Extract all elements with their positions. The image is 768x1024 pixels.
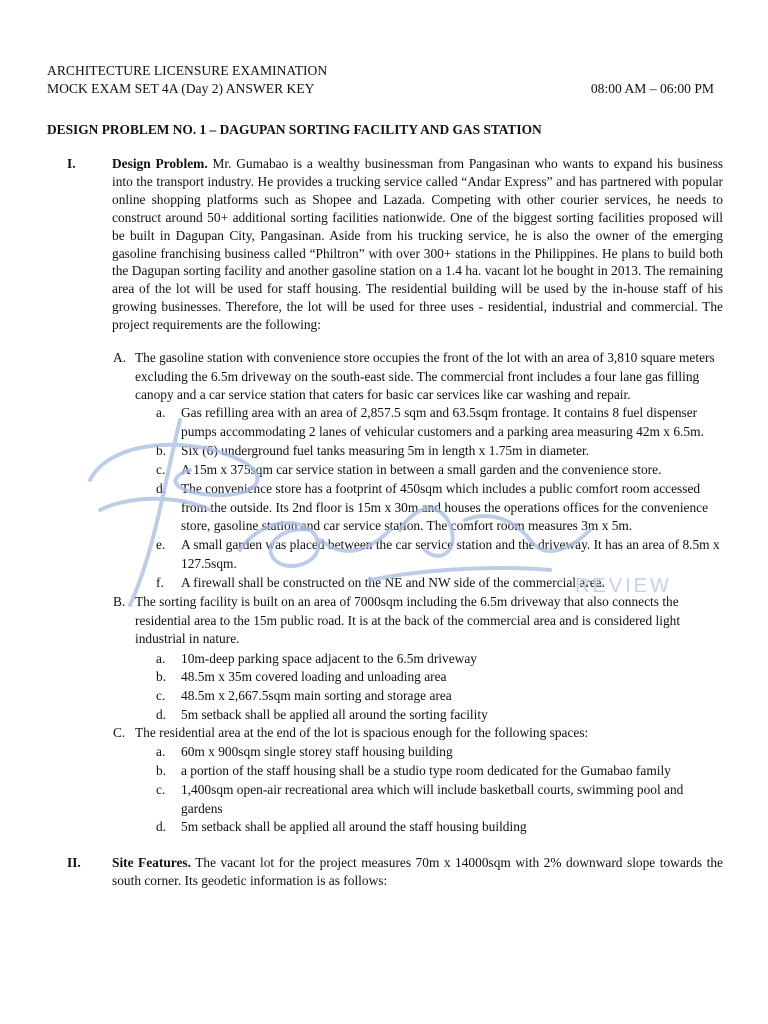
requirement-b-text: The sorting facility is built on an area of 7000sqm including the 6.5m driveway that also connects the residential area to the 15m public road. It is at the back of the commercial area and is considered light industrial in nature. xyxy=(135,594,681,647)
item-label: c. xyxy=(156,462,166,477)
item-label: c. xyxy=(156,782,166,797)
requirement-b-item xyxy=(156,687,723,706)
item-label: d. xyxy=(156,819,167,834)
item-label: b. xyxy=(156,443,167,458)
item-label: c. xyxy=(156,688,166,703)
section-2-heading: Site Features. xyxy=(112,855,191,870)
requirement-a-item xyxy=(156,480,723,536)
item-label: e. xyxy=(156,537,166,552)
requirement-a-item xyxy=(156,574,723,593)
item-label: d. xyxy=(156,707,167,722)
item-label: a. xyxy=(156,744,166,759)
item-text: Six (6) underground fuel tanks measuring 5m in length x 1.75m in diameter. xyxy=(181,443,590,458)
section-2-body: The vacant lot for the project measures 70m x 14000sqm with 2% downward slope towards the south corner. Its geodetic information is as follows: xyxy=(112,855,723,888)
section-1-body: Mr. Gumabao is a wealthy businessman from Pangasinan who wants to expand his business into the transport industry. He provides a trucking service called “Andar Express” and has partnered with popular online shopping platforms such as Shopee and Lazada. Competing with other courier services, he needs to construct around 50+ additional sorting facilities nationwide. One of the biggest sorting facilities proposed will be built in Dagupan City, Pangasinan. Aside from his trucking service, he is also the owner of the emerging gasoline franchising business called “Philtron” with over 300+ stations in the Philippines. He plans to build both the Dagupan sorting facility and another gasoline station on a 1.4 ha. vacant lot he bought in 2013. The remaining area of the lot will be used for staff housing. The residential building will be used by the in-house staff of his growing businesses. Therefore, the lot will be used for three uses - residential, industrial and commercial. The project requirements are the following: xyxy=(112,156,723,333)
item-text: 1,400sqm open-air recreational area which will include basketball courts, swimming pool and gardens xyxy=(181,782,684,816)
requirement-b-item xyxy=(156,668,723,687)
requirement-a-item xyxy=(156,404,723,441)
item-text: 10m-deep parking space adjacent to the 6.5m driveway xyxy=(181,651,477,666)
header-exam-time: 08:00 AM – 06:00 PM xyxy=(590,81,714,96)
item-text: The convenience store has a footprint of 450sqm which includes a public comfort room accessed from the outside. Its 2nd floor is 15m x 30m and houses the operations offices for the convenience store, gasoline station and car service station. The comfort room measures 3m x 5m. xyxy=(181,481,709,534)
watermark-text: REVIEW xyxy=(575,575,672,597)
requirement-a-text: The gasoline station with convenience store occupies the front of the lot with an area of 3,810 square meters excluding the 6.5m driveway on the south-east side. The commercial front includes a four lane gas filling canopy and a car service station that caters for basic car services like car washing and repair. xyxy=(135,350,715,403)
section-1-number: I. xyxy=(67,156,76,171)
item-label: d. xyxy=(156,481,167,496)
requirement-a-item xyxy=(156,442,723,461)
item-text: Gas refilling area with an area of 2,857.5 sqm and 63.5sqm frontage. It contains 8 fuel dispenser pumps accommodating 2 lanes of vehicular customers and a parking area measuring 42m x 6.5m. xyxy=(181,405,704,439)
item-label: b. xyxy=(156,669,167,684)
header-exam-title: ARCHITECTURE LICENSURE EXAMINATION xyxy=(47,63,328,78)
item-text: 5m setback shall be applied all around the sorting facility xyxy=(181,707,488,722)
requirement-a-label: A. xyxy=(113,350,127,365)
requirement-b-label: B. xyxy=(113,594,126,609)
item-text: 60m x 900sqm single storey staff housing building xyxy=(181,744,453,759)
item-text: 48.5m x 2,667.5sqm main sorting and storage area xyxy=(181,688,452,703)
requirement-b-item xyxy=(156,650,723,669)
item-label: a. xyxy=(156,651,166,666)
section-2-paragraph xyxy=(112,854,723,890)
requirement-b-item xyxy=(156,706,723,725)
item-label: f. xyxy=(156,575,164,590)
requirement-a-item xyxy=(156,536,723,573)
item-label: a. xyxy=(156,405,166,420)
item-text: A firewall shall be constructed on the NE and NW side of the commercial area. xyxy=(181,575,606,590)
item-label: b. xyxy=(156,763,167,778)
item-text: A 15m x 375sqm car service station in between a small garden and the convenience store. xyxy=(181,462,662,477)
requirement-c-item xyxy=(156,743,723,762)
item-text: 5m setback shall be applied all around the staff housing building xyxy=(181,819,527,834)
item-text: A small garden was placed between the car service station and the driveway. It has an area of 8.5m x 127.5sqm. xyxy=(181,537,720,571)
item-text: a portion of the staff housing shall be a studio type room dedicated for the Gumabao family xyxy=(181,763,671,778)
requirement-c-label: C. xyxy=(113,725,126,740)
item-text: 48.5m x 35m covered loading and unloading area xyxy=(181,669,447,684)
section-2-number: II. xyxy=(67,855,81,870)
section-1-heading: Design Problem. xyxy=(112,156,208,171)
requirement-c-item xyxy=(156,781,723,818)
design-problem-title: DESIGN PROBLEM NO. 1 – DAGUPAN SORTING FACILITY AND GAS STATION xyxy=(47,122,542,137)
requirement-a-item xyxy=(156,461,723,480)
header-exam-set: MOCK EXAM SET 4A (Day 2) ANSWER KEY xyxy=(47,81,315,96)
section-1-paragraph xyxy=(112,155,723,334)
requirement-a xyxy=(113,349,723,405)
requirement-c-item xyxy=(156,762,723,781)
requirement-c-item xyxy=(156,818,723,837)
requirement-b xyxy=(113,593,723,649)
requirement-c xyxy=(113,724,723,743)
requirement-c-text: The residential area at the end of the lot is spacious enough for the following spaces: xyxy=(135,725,589,740)
